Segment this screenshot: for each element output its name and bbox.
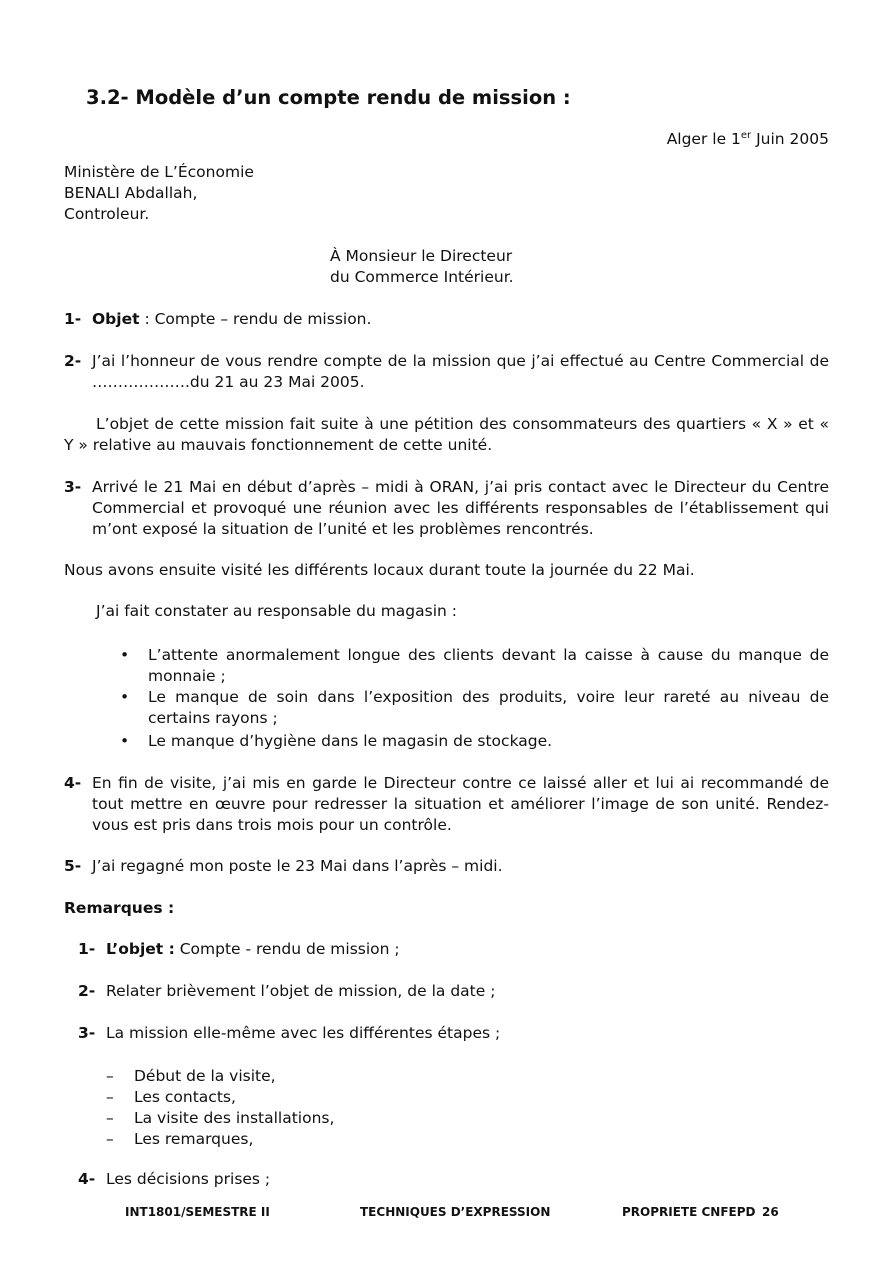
dash-item: – La visite des installations, <box>106 1109 335 1127</box>
recipient-line: À Monsieur le Directeur <box>330 247 513 265</box>
remarque-3: 3- La mission elle-même avec les différentes étapes ; <box>78 1024 501 1042</box>
remarques-title: Remarques : <box>64 899 175 917</box>
sender-block <box>64 162 254 225</box>
recipient-line: du Commerce Intérieur. <box>330 268 514 286</box>
item-3: 3- Arrivé le 21 Mai en début d’après – midi à ORAN, j’ai pris contact avec le Directeur du Centre Commercial et provoqué une réunion avec les différents responsables de l’établissement qui m’ont exposé la situation de l’unité et les problèmes rencontrés. <box>64 478 829 538</box>
footer-course: INT1801/SEMESTRE II <box>125 1205 270 1219</box>
dash-item: – Les remarques, <box>106 1130 254 1148</box>
paragraph-visite: Nous avons ensuite visité les différents locaux durant toute la journée du 22 Mai. <box>64 561 695 579</box>
bullet-item: • Le manque d’hygiène dans le magasin de stockage. <box>120 732 553 750</box>
paragraph-objet: L’objet de cette mission fait suite à une pétition des consommateurs des quartiers « X » et « Y » relative au mauvais fonctionnement de cette unité. <box>64 415 829 454</box>
item-5: 5- J’ai regagné mon poste le 23 Mai dans l’après – midi. <box>64 857 503 875</box>
item-4: 4- En fin de visite, j’ai mis en garde le Directeur contre ce laissé aller et lui ai recommandé de tout mettre en œuvre pour redresser la situation et améliorer l’image de son unité. Rendez-vous est pris dans trois mois pour un contrôle. <box>64 774 829 834</box>
recipient-block <box>330 246 514 288</box>
bullet-icon: • <box>120 646 130 664</box>
section-heading: 3.2- Modèle d’un compte rendu de mission : <box>86 86 571 109</box>
item-2: 2- J’ai l’honneur de vous rendre compte de la mission que j’ai effectué au Centre Commercial de ……………….du 21 au 23 Mai 2005. <box>64 352 829 391</box>
footer-title: TECHNIQUES D’EXPRESSION <box>360 1205 551 1219</box>
dash-list <box>106 1066 334 1150</box>
dash-item: – Début de la visite, <box>106 1067 276 1085</box>
paragraph-constater: J’ai fait constater au responsable du magasin : <box>96 602 457 620</box>
remarque-2: 2- Relater brièvement l’objet de mission, de la date ; <box>78 982 496 1000</box>
sender-line: BENALI Abdallah, <box>64 184 198 202</box>
letter-date: Alger le 1er Juin 2005 <box>666 130 829 148</box>
footer-owner: PROPRIETE CNFEPD <box>622 1205 756 1219</box>
remarque-1: 1- L’objet : Compte - rendu de mission ; <box>78 940 400 958</box>
bullet-item: • L’attente anormalement longue des clients devant la caisse à cause du manque de monnaie ; <box>120 646 829 685</box>
sender-line: Controleur. <box>64 205 150 223</box>
remarque-4: 4- Les décisions prises ; <box>78 1170 271 1188</box>
bullet-icon: • <box>120 732 130 750</box>
bullet-icon: • <box>120 688 130 706</box>
item-1: 1- Objet : Compte – rendu de mission. <box>64 310 372 328</box>
bullet-item: • Le manque de soin dans l’exposition des produits, voire leur rareté au niveau de certains rayons ; <box>120 688 829 727</box>
page-number: 26 <box>762 1205 779 1219</box>
sender-line: Ministère de L’Économie <box>64 163 254 181</box>
dash-item: – Les contacts, <box>106 1088 236 1106</box>
